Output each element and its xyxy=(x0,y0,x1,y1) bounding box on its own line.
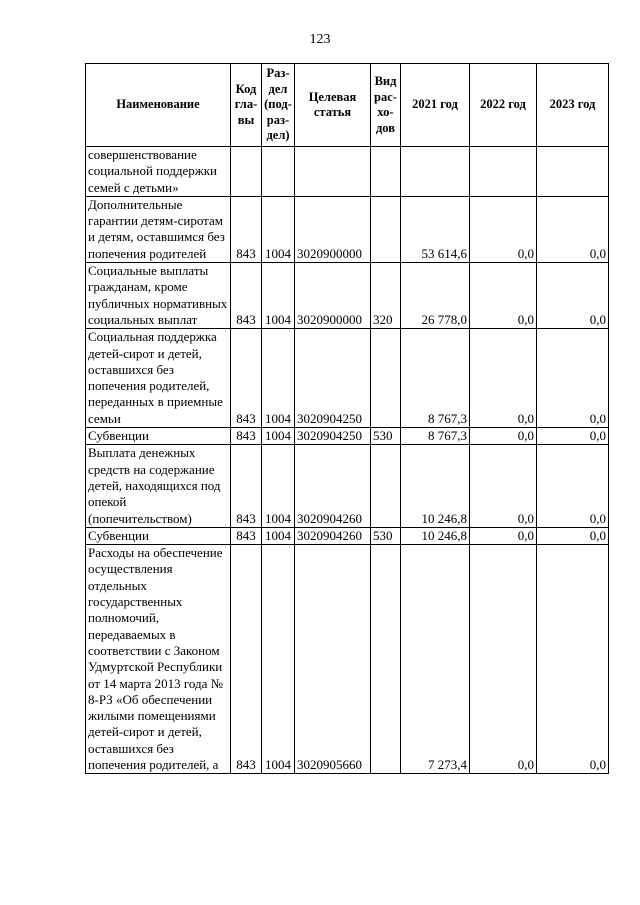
row-article: 3020904260 xyxy=(295,527,371,544)
table-row xyxy=(86,527,609,544)
page-number: 123 xyxy=(309,32,331,47)
row-section: 1004 xyxy=(262,263,295,329)
row-name: Расходы на обеспечение осуществления отдельных государственных полномочий, передаваемых в соответствии с Законом Удмуртской Республики от 14 марта 2013 года № 8-РЗ «Об обеспечении жилыми помещениями детей-сирот и детей, оставшихся без попечения родителей, а xyxy=(86,545,231,774)
table-row xyxy=(86,329,609,428)
row-article xyxy=(295,147,371,197)
row-type xyxy=(371,329,401,428)
header-name: Наименование xyxy=(86,64,231,147)
row-2023: 0,0 xyxy=(537,428,609,445)
row-article: 3020904250 xyxy=(295,428,371,445)
table-row xyxy=(86,196,609,262)
row-2022: 0,0 xyxy=(470,196,537,262)
table-row xyxy=(86,263,609,329)
row-2022: 0,0 xyxy=(470,428,537,445)
row-2021: 53 614,6 xyxy=(401,196,470,262)
header-row xyxy=(86,64,609,147)
row-2021: 8 767,3 xyxy=(401,428,470,445)
row-name: Социальные выплаты гражданам, кроме публичных нормативных социальных выплат xyxy=(86,263,231,329)
row-2023: 0,0 xyxy=(537,263,609,329)
row-2021: 8 767,3 xyxy=(401,329,470,428)
row-name: Выплата денежных средств на содержание детей, находящихся под опекой (попечительством) xyxy=(86,445,231,527)
row-article: 3020900000 xyxy=(295,196,371,262)
row-code: 843 xyxy=(231,428,262,445)
row-2021: 26 778,0 xyxy=(401,263,470,329)
row-code: 843 xyxy=(231,545,262,774)
row-type: 530 xyxy=(371,527,401,544)
header-target-article: Целевая статья xyxy=(295,64,371,147)
row-type xyxy=(371,147,401,197)
row-2022: 0,0 xyxy=(470,545,537,774)
header-2023: 2023 год xyxy=(537,64,609,147)
row-name: Социальная поддержка детей-сирот и детей, оставшихся без попечения родителей, переданных в приемные семьи xyxy=(86,329,231,428)
row-section: 1004 xyxy=(262,196,295,262)
row-code xyxy=(231,147,262,197)
row-name: Дополнительные гарантии детям-сиротам и детям, оставшимся без попечения родителей xyxy=(86,196,231,262)
row-code: 843 xyxy=(231,445,262,527)
table-row xyxy=(86,428,609,445)
row-section: 1004 xyxy=(262,329,295,428)
row-section: 1004 xyxy=(262,527,295,544)
row-section xyxy=(262,147,295,197)
table-row xyxy=(86,445,609,527)
row-article: 3020904260 xyxy=(295,445,371,527)
row-code: 843 xyxy=(231,196,262,262)
row-section: 1004 xyxy=(262,545,295,774)
row-2021: 10 246,8 xyxy=(401,445,470,527)
row-name: Субвенции xyxy=(86,527,231,544)
row-2022: 0,0 xyxy=(470,527,537,544)
row-2023 xyxy=(537,147,609,197)
header-section: Раз- дел (под- раз- дел) xyxy=(262,64,295,147)
header-expense-type: Вид рас- хо- дов xyxy=(371,64,401,147)
row-type xyxy=(371,545,401,774)
row-2022: 0,0 xyxy=(470,263,537,329)
row-article: 3020904250 xyxy=(295,329,371,428)
budget-table xyxy=(85,63,609,774)
row-section: 1004 xyxy=(262,445,295,527)
row-2021: 7 273,4 xyxy=(401,545,470,774)
row-2022: 0,0 xyxy=(470,329,537,428)
table-row xyxy=(86,147,609,197)
row-2023: 0,0 xyxy=(537,445,609,527)
row-type: 530 xyxy=(371,428,401,445)
row-article: 3020905660 xyxy=(295,545,371,774)
row-type xyxy=(371,445,401,527)
header-2021: 2021 год xyxy=(401,64,470,147)
row-code: 843 xyxy=(231,263,262,329)
row-2023: 0,0 xyxy=(537,196,609,262)
table-row xyxy=(86,545,609,774)
row-2021: 10 246,8 xyxy=(401,527,470,544)
row-type xyxy=(371,196,401,262)
row-2023: 0,0 xyxy=(537,545,609,774)
row-name: Субвенции xyxy=(86,428,231,445)
row-2023: 0,0 xyxy=(537,329,609,428)
row-2022 xyxy=(470,147,537,197)
row-code: 843 xyxy=(231,329,262,428)
header-chapter-code: Код гла- вы xyxy=(231,64,262,147)
row-2021 xyxy=(401,147,470,197)
row-section: 1004 xyxy=(262,428,295,445)
row-type: 320 xyxy=(371,263,401,329)
row-2022: 0,0 xyxy=(470,445,537,527)
row-code: 843 xyxy=(231,527,262,544)
header-2022: 2022 год xyxy=(470,64,537,147)
row-name: совершенствование социальной поддержки семей с детьми» xyxy=(86,147,231,197)
row-2023: 0,0 xyxy=(537,527,609,544)
row-article: 3020900000 xyxy=(295,263,371,329)
